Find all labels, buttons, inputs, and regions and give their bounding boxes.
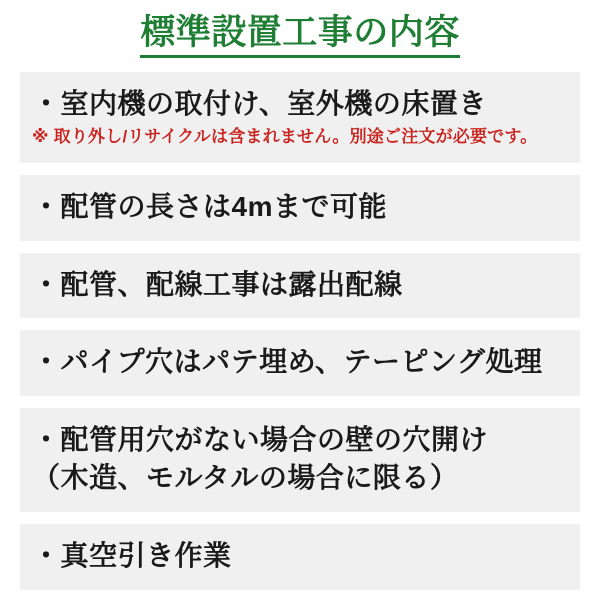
page-title: 標準設置工事の内容: [140, 14, 460, 58]
list-item-pipe-length: [20, 175, 580, 241]
list-item-exposed-wiring: [20, 253, 580, 319]
title-wrap: [0, 14, 600, 58]
list-item-wall-drilling: [20, 408, 580, 512]
list-item-pipe-hole-sealing: [20, 330, 580, 396]
list-item-indoor-outdoor-unit: [20, 72, 580, 163]
list-item-text: ・配管用穴がない場合の壁の穴開け: [32, 423, 489, 455]
list-item-text-continued: （木造、モルタルの場合に限る）: [32, 462, 459, 494]
list-item-text: ・配管の長さは4mまで可能: [32, 190, 387, 222]
work-items-list: [20, 72, 580, 590]
list-item-disclaimer-note: ※ 取り外し/リサイクルは含まれません。別途ご注文が必要です。: [32, 127, 538, 147]
list-item-text: ・配管、配線工事は露出配線: [32, 268, 403, 300]
list-item-vacuum-work: [20, 524, 580, 590]
list-item-text: ・真空引き作業: [32, 540, 232, 572]
list-item-text: ・パイプ穴はパテ埋め、テーピング処理: [32, 346, 543, 378]
list-item-text: ・室内機の取付け、室外機の床置き: [32, 87, 487, 119]
